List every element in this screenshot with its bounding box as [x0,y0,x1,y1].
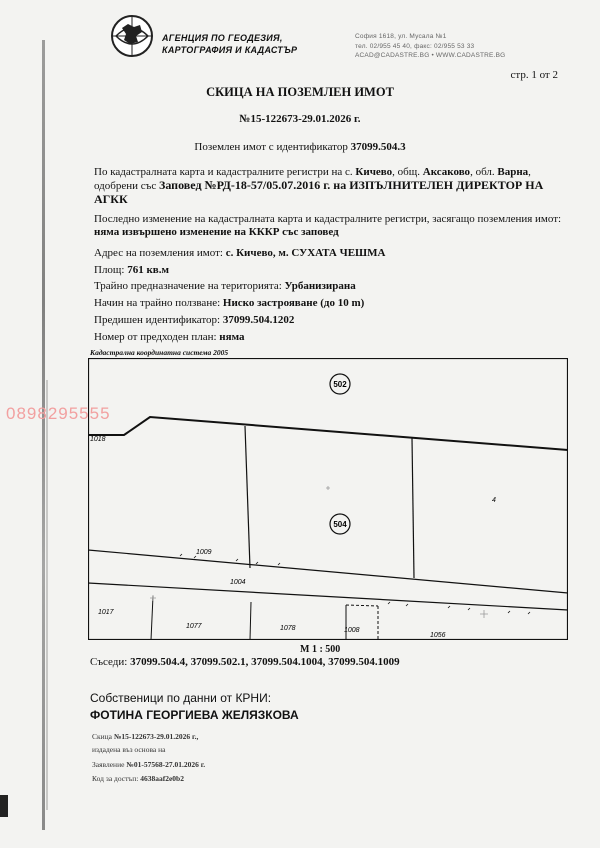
owner-name: ФОТИНА ГЕОРГИЕВА ЖЕЛЯЗКОВА [90,708,299,722]
boundary-1008-top [346,605,378,606]
prev-plan-value: няма [219,331,245,343]
parcel-1078-label: 1078 [280,625,296,632]
village: Кичево [355,166,393,178]
area-value: 761 кв.м [127,264,169,276]
prev-id-line [94,314,574,327]
parcel-1004-label: 1004 [230,579,246,586]
boundary-504-east [412,438,414,578]
address-label: Адрес на поземления имот: [94,247,223,259]
region-label: , обл. [470,166,495,178]
footer-application-label: Заявление [92,760,125,769]
prev-plan-label: Номер от предходен план: [94,331,217,343]
municipality: Аксаково [422,166,471,178]
contact-phone: тел. 02/955 45 40, факс: 02/955 53 33 [355,42,475,50]
agency-name-line1: АГЕНЦИЯ ПО ГЕОДЕЗИЯ, [162,33,283,43]
parcel-1008-label: 1008 [344,627,360,634]
prev-plan-line [94,331,574,344]
approval-paragraph: По кадастралната карта и кадастралните регистри на с. Кичево, общ. Аксаково, обл. Варна, одобрени със Заповед №РД-18-57/05.07.2016 г. на ИЗПЪЛНИТЕЛЕН ДИРЕКТОР НА АГКК [94,166,544,206]
contact-address: София 1618, ул. Мусала №1 [355,33,447,40]
neighbours-value: 37099.504.4, 37099.502.1, 37099.504.1004, 37099.504.1009 [130,656,400,668]
parcel-1077-label: 1077 [186,623,202,630]
last-change-label: Последно изменение на кадастралната карта и кадастралните регистри, засягащо поземления имот: [94,213,562,225]
approval-order: Заповед №РД-18-57/05.07.2016 г. на ИЗПЪЛНИТЕЛЕН ДИРЕКТОР НА АГКК [94,178,544,206]
boundary-north [88,417,568,450]
parcel-504-label: 504 [333,520,347,529]
boundary-1077-1078 [250,602,251,640]
area-label: Площ: [94,264,125,276]
last-change-paragraph [94,213,574,239]
watermark-phone: 0898295555 [6,404,111,423]
address-line [94,247,574,260]
boundary-1017-1077 [151,596,153,640]
prev-id-label: Предишен идентификатор: [94,314,221,326]
contact-web: ACAD@CADASTRE.BG • WWW.CADASTRE.BG [355,52,506,59]
boundary-504-west [245,426,250,568]
footer-code-line [92,774,184,783]
use-value: Ниско застрояване (до 10 m) [222,297,365,309]
scan-binding-shadow [42,40,45,830]
agency-logo-icon [110,14,154,58]
document-title: СКИЦА НА ПОЗЕМЛЕН ИМОТ [206,85,394,99]
identifier-value: 37099.504.3 [350,141,406,153]
footer-issued-note: издадена въз основа на [92,745,166,754]
agency-contact [355,32,505,61]
footer-application-line [92,760,205,769]
use-label: Начин на трайно ползване: [94,297,221,309]
parcel-1018-label: 1018 [90,436,106,443]
cadastral-map [88,358,568,640]
parcel-1017-label: 1017 [98,609,114,616]
neighbours-label: Съседи: [90,656,128,668]
document-number: №15-122673-29.01.2026 г. [239,113,361,125]
footer-code-value: 4638aaf2e0b2 [140,774,184,783]
footer-application-value: №01-57568-27.01.2026 г. [126,760,206,769]
agency-name-line2: КАРТОГРАФИЯ И КАДАСТЪР [162,45,298,55]
prev-id-value: 37099.504.1202 [222,314,295,326]
last-change-value: няма извършено изменение на КККР със заповед [94,226,339,238]
region: Варна [497,166,529,178]
owners-label: Собственици по данни от КРНИ: [90,691,272,705]
area-line [94,264,574,277]
identifier-label: Поземлен имот с идентификатор [194,141,348,153]
footer-sketch-line [92,732,198,741]
page-number: стр. 1 от 2 [510,69,558,81]
purpose-line [94,280,574,293]
agency-name [162,32,297,56]
parcel-1009-label: 1009 [196,549,212,556]
identifier-line [0,141,600,153]
parcel-4-label: 4 [492,497,496,504]
parcel-502-label: 502 [333,380,347,389]
footer-code-label: Код за достъп: [92,774,139,783]
use-line [94,297,574,310]
municipality-label: , общ. [392,166,420,178]
purpose-value: Урбанизирана [284,280,356,292]
scan-binding-shadow-inner [46,380,48,810]
footer-sketch-value: №15-122673-29.01.2026 г., [113,732,199,741]
coordinate-system-label: Кадастрална координатна система 2005 [90,348,229,357]
approval-prefix: По кадастралната карта и кадастралните регистри на с. [94,166,353,178]
scan-margin-mark [0,795,8,817]
neighbours-line [90,656,400,668]
address-value: с. Кичево, м. СУХАТА ЧЕШМА [225,247,386,259]
map-scale: М 1 : 500 [300,644,341,655]
purpose-label: Трайно предназначение на територията: [94,280,282,292]
footer-sketch-label: Скица [92,732,113,741]
approval-line2-prefix: одобрени със [94,180,157,192]
parcel-1056-label: 1056 [430,632,446,639]
